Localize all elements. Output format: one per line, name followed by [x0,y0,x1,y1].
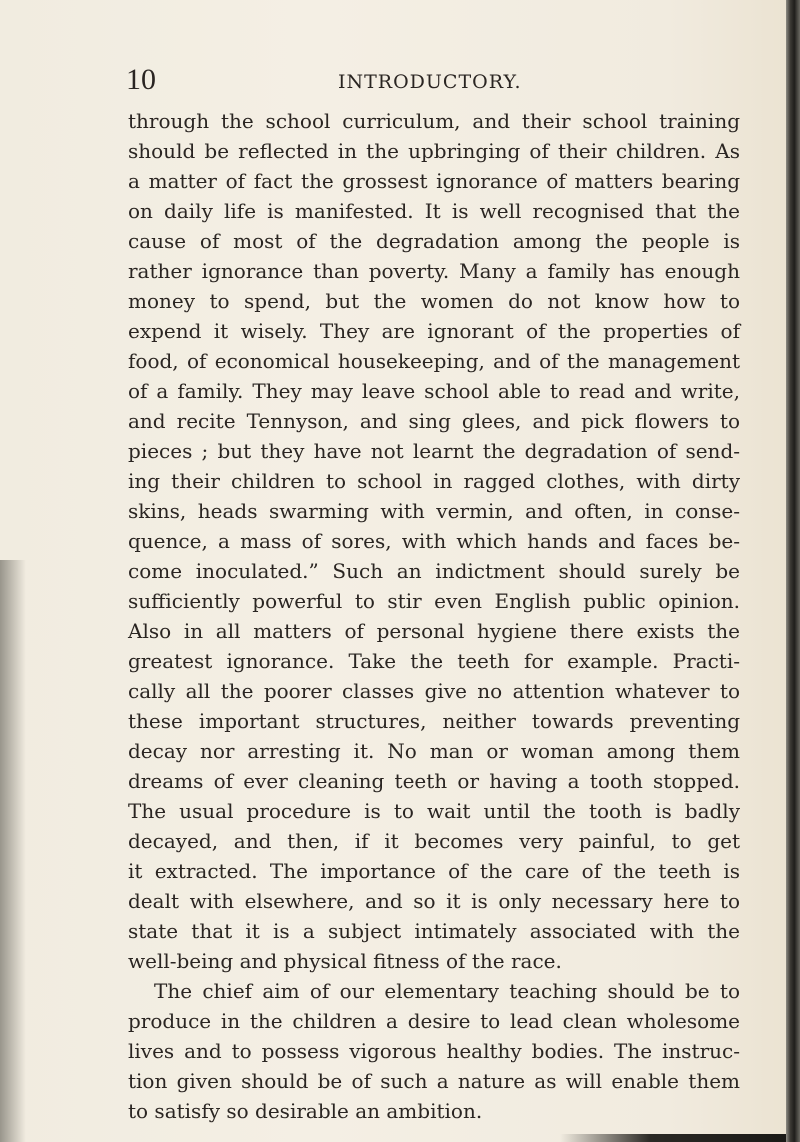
text-line: sufficiently powerful to stir even English public opinion. [128,589,740,613]
text-line: decayed, and then, if it becomes very painful, to get [128,829,740,853]
text-line: cally all the poorer classes give no attention whatever to [128,679,740,703]
page-number: 10 [126,63,156,96]
binding-shadow [0,560,26,1142]
text-line: cause of most of the degradation among the people is [128,229,740,253]
text-line: greatest ignorance. Take the teeth for example. Practi- [128,649,740,673]
page-edge-shadow [560,1134,786,1142]
text-line: on daily life is manifested. It is well recognised that the [128,199,740,223]
running-head: INTRODUCTORY. [338,71,522,93]
text-line: Also in all matters of personal hygiene there exists the [128,619,740,643]
text-line: pieces ; but they have not learnt the degradation of send- [128,439,740,463]
text-line: money to spend, but the women do not know how to [128,289,740,313]
page-header [126,62,736,98]
text-line: decay nor arresting it. No man or woman among them [128,739,740,763]
book-spine-edge [786,0,800,1142]
text-line: well-being and physical fitness of the race. [128,949,562,973]
text-line: tion given should be of such a nature as will enable them [128,1069,740,1093]
text-line: of a family. They may leave school able to read and write, [128,379,740,403]
text-line: should be reflected in the upbringing of their children. As [128,139,740,163]
text-line: ing their children to school in ragged clothes, with dirty [128,469,740,493]
text-line: these important structures, neither towards preventing [128,709,740,733]
text-line: quence, a mass of sores, with which hands and faces be- [128,529,740,553]
text-line: produce in the children a desire to lead clean wholesome [128,1009,740,1033]
text-line-paragraph-start: The chief aim of our elementary teaching should be to [154,979,740,1003]
text-line: The usual procedure is to wait until the tooth is badly [128,799,740,823]
body-text [128,106,740,1126]
text-line: dealt with elsewhere, and so it is only necessary here to [128,889,740,913]
text-line: lives and to possess vigorous healthy bodies. The instruc- [128,1039,740,1063]
text-line: expend it wisely. They are ignorant of the properties of [128,319,740,343]
text-line: rather ignorance than poverty. Many a family has enough [128,259,740,283]
text-line: and recite Tennyson, and sing glees, and pick flowers to [128,409,740,433]
text-line: skins, heads swarming with vermin, and often, in conse- [128,499,740,523]
text-line: through the school curriculum, and their school training [128,109,740,133]
text-line: dreams of ever cleaning teeth or having a tooth stopped. [128,769,740,793]
text-line: it extracted. The importance of the care of the teeth is [128,859,740,883]
text-line: a matter of fact the grossest ignorance of matters bearing [128,169,740,193]
text-line: come inoculated.” Such an indictment should surely be [128,559,740,583]
text-line: food, of economical housekeeping, and of the management [128,349,740,373]
text-line: to satisfy so desirable an ambition. [128,1099,483,1123]
text-line: state that it is a subject intimately associated with the [128,919,740,943]
